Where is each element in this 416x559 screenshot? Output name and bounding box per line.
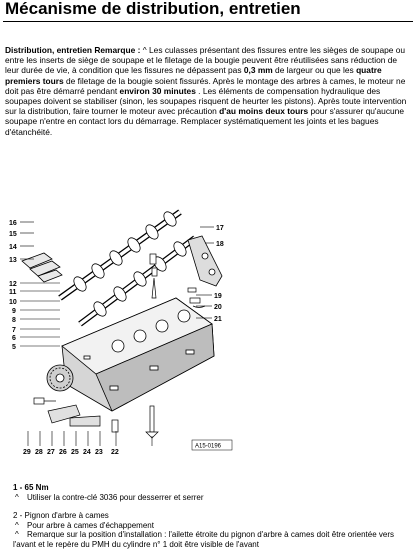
- callout: 24: [83, 449, 91, 456]
- callout: 23: [95, 449, 103, 456]
- cylinder-head: [62, 298, 214, 411]
- intro-text-1: ^ Les culasses présentant des fissures entre les sièges de soupape ou entre les inserts de siège de soupape et le filetage de la bougie peuvent être réutilisées sans réduction de leur durée de vie, à condition que les fissures ne dépassent pas: [5, 45, 406, 76]
- item-subline: ^ Pour arbre à cames d'échappement: [15, 520, 154, 530]
- sprocket-bolt: [34, 398, 56, 404]
- callout: 13: [9, 257, 17, 264]
- callout: 17: [216, 225, 224, 232]
- callout: 15: [9, 231, 17, 238]
- callout: 28: [35, 449, 43, 456]
- item-subline: ^ Utiliser la contre-clé 3036 pour desserrer et serrer: [15, 492, 204, 502]
- callout: 27: [47, 449, 55, 456]
- intro-bold-3: environ 30 minutes: [119, 85, 196, 96]
- figure-id-label: [192, 440, 232, 450]
- callout: 10: [9, 299, 17, 306]
- intro-text-3: de filetage de la bougie soient fissurés. Après le montage des arbres à cames, le moteur ne doit pas être démarré pendant: [5, 75, 406, 96]
- callout: 20: [214, 304, 222, 311]
- lower-parts: [48, 405, 158, 438]
- bearing-caps: [22, 253, 62, 282]
- exploded-view-figure: [0, 206, 240, 456]
- intro-bold-1: 0,3 mm: [243, 65, 273, 76]
- parts-list: [13, 483, 413, 559]
- list-item: [13, 483, 413, 502]
- list-item: [13, 511, 413, 549]
- item-number: 1 - 65 Nm: [13, 483, 49, 492]
- intro-text-5: pour s'assurer qu'aucune soupape n'entre en contact lors du démarrage. Remplacer systématiquement les joints et les bagues d'étanchéité.: [5, 106, 405, 137]
- callout: 22: [111, 449, 119, 456]
- callout: 29: [23, 449, 31, 456]
- callout: 7: [12, 327, 16, 334]
- intro-text-4: . Les éléments de compensation hydraulique des soupapes doivent se stabiliser (sinon, les soupapes risquent de heurter les pistons). Après toute intervention sur la distribution, faire tourner le moteur avec précaution: [5, 85, 407, 117]
- title-divider: [3, 21, 413, 22]
- item-number: 2 - Pignon d'arbre à cames: [13, 511, 109, 521]
- callout: 11: [9, 289, 17, 296]
- callout: 26: [59, 449, 67, 456]
- item-subline: ^ Remarque sur la position d'installation : l'ailette étroite du pignon d'arbre à cames doit être orientée vers l'avant et le repère du PMH du cylindre n° 1 doit être visible de l'avant: [13, 530, 395, 549]
- callout: 19: [214, 293, 222, 300]
- camshaft-sprocket: [47, 365, 73, 391]
- intro-heading: Distribution, entretien Remarque :: [5, 45, 141, 55]
- callout: 25: [71, 449, 79, 456]
- intro-bold-4: d'au moins deux tours: [219, 106, 309, 117]
- page-title: Mécanisme de distribution, entretien: [5, 0, 301, 18]
- callout: 9: [12, 308, 16, 315]
- callout: 21: [214, 316, 222, 323]
- intro-bold-2: quatre premiers tours: [5, 65, 382, 86]
- intake-camshaft: [60, 210, 180, 298]
- intro-paragraph: [5, 45, 411, 137]
- callout: 16: [9, 220, 17, 227]
- callout: 5: [12, 344, 16, 351]
- callout: 18: [216, 241, 224, 248]
- callout: 6: [12, 335, 16, 342]
- callout: 12: [9, 281, 17, 288]
- figure-id: A15-0196: [195, 443, 222, 450]
- callout: 14: [9, 244, 17, 251]
- intro-text-2: de largeur ou que les: [272, 65, 357, 76]
- callout: 8: [12, 317, 16, 324]
